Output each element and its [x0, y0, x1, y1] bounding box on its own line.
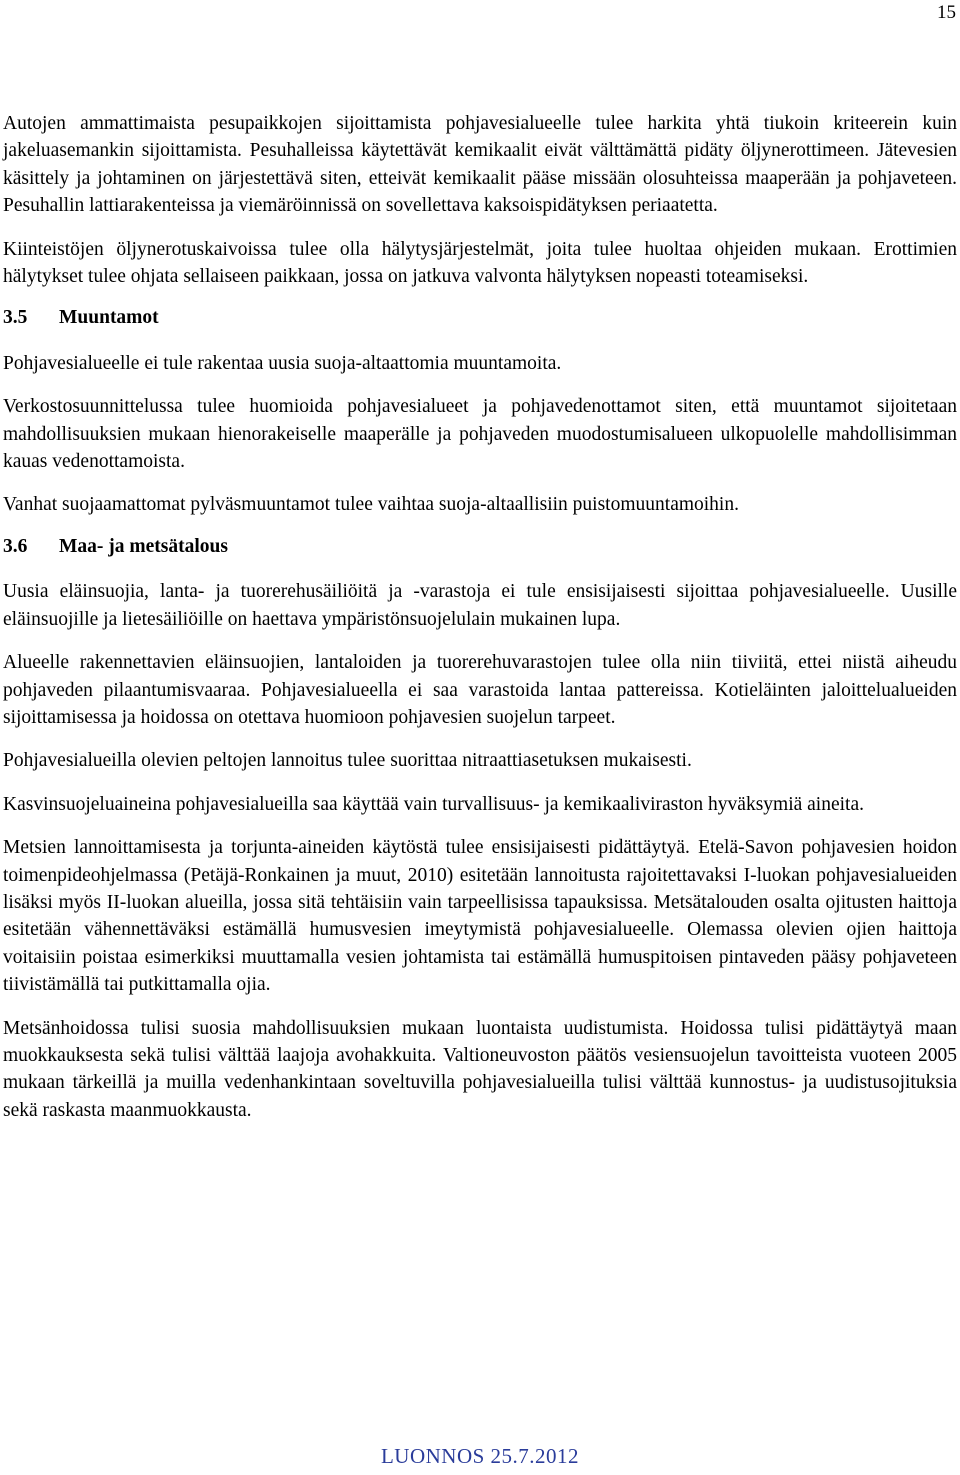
paragraph: Kasvinsuojeluaineina pohjavesialueilla saa käyttää vain turvallisuus- ja kemikaaliviraston hyväksymiä aineita. [3, 793, 864, 815]
section-title: Muuntamot [59, 307, 159, 329]
document-body [3, 110, 957, 1124]
paragraph: Pohjavesialueilla olevien peltojen lannoitus tulee suorittaa nitraattiasetuksen mukaisesti. [3, 750, 692, 772]
page-number: 15 [937, 2, 956, 23]
paragraph: Uusia eläinsuojia, lanta- ja tuorerehusäiliöitä ja -varastoja ei tule ensisijaisesti sijoittaa pohjavesialueelle. Uusille eläinsuojille ja lietesäiliöille on haettava ympäristönsuojelulain mukainen lupa. [3, 581, 957, 630]
paragraph: Pohjavesialueelle ei tule rakentaa uusia suoja-altaattomia muuntamoita. [3, 352, 562, 374]
paragraph: Verkostosuunnittelussa tulee huomioida pohjavesialueet ja pohjavedenottamot siten, että muuntamot sijoitetaan mahdollisuuksien mukaan hienorakeiselle maaperälle ja pohjaveden muodostumisalueen ulkopuolelle mahdollisimman kauas vedenottamoista. [3, 396, 957, 473]
paragraph: Autojen ammattimaista pesupaikkojen sijoittamista pohjavesialueelle tulee harkita yhtä tiukoin kriteerein kuin jakeluasemankin sijoittamista. Pesuhalleissa käytettävät kemikaalit eivät välttämättä pidäty öljynerottimeen. Jätevesien käsittely ja johtaminen on järjestettävä siten, etteivät kemikaalit pääse missään olosuhteissa maaperään ja pohjaveteen. Pesuhallin lattiarakenteissa ja viemäröinnissä on sovellettava kaksoispidätyksen periaatetta. [3, 113, 957, 217]
section-heading-3-5 [3, 304, 957, 331]
paragraph: Metsänhoidossa tulisi suosia mahdollisuuksien mukaan luontaista uudistumista. Hoidossa tulisi pidättäytyä maan muokkauksesta sekä tulisi välttää laajoja avohakkuita. Valtioneuvoston päätös vesiensuojelun tavoitteista vuoteen 2005 mukaan tärkeillä ja muilla vedenhankintaan soveltuvilla pohjavesialueilla tulisi välttää kunnostus- ja uudistusojituksia sekä raskasta maanmuokkausta. [3, 1017, 957, 1121]
section-number: 3.6 [3, 535, 28, 557]
paragraph: Metsien lannoittamisesta ja torjunta-aineiden käytöstä tulee ensisijaisesti pidättäytyä. Etelä-Savon pohjavesien hoidon toimenpideohjelmassa (Petäjä-Ronkainen ja muut, 2010) esitetään lannoitusta rajoitettavaksi I-luokan pohjavesialueiden lisäksi myös II-luokan alueilla, jossa sitä tehtäisiin vain tarpeellisissa tapauksissa. Metsätalouden osalta ojitusten haittoja esitetään vähennettäväksi estämällä humusvesien imeytymistä pohjavesialueelle. Olemassa olevien ojien haittoja voitaisiin poistaa esimerkiksi muuttamalla vesien johtamista tai estämällä humuspitoisen pintaveden pääsy pohjaveteen tiivistämällä tai putkittamalla ojia. [3, 837, 957, 996]
section-heading-3-6 [3, 533, 957, 560]
section-number: 3.5 [3, 307, 28, 329]
paragraph: Kiinteistöjen öljynerotuskaivoissa tulee olla hälytysjärjestelmät, joita tulee huoltaa ohjeiden mukaan. Erottimien hälytykset tulee ohjata sellaiseen paikkaan, jossa on jatkuva valvonta hälytyksen nopeasti toteamiseksi. [3, 238, 957, 288]
section-title: Maa- ja metsätalous [59, 535, 228, 557]
draft-footer: LUONNOS 25.7.2012 [380, 1444, 580, 1468]
paragraph: Alueelle rakennettavien eläinsuojien, lantaloiden ja tuorerehuvarastojen tulee olla niin tiiviitä, ettei niistä aiheudu pohjaveden pilaantumisvaaraa. Pohjavesialueella ei saa varastoida lantaa pattereissa. Kotieläinten jaloittelualueiden sijoittamisessa ja hoidossa on otettava huomioon pohjavesien suojelun tarpeet. [3, 652, 957, 728]
paragraph: Vanhat suojaamattomat pylväsmuuntamot tulee vaihtaa suoja-altaallisiin puistomuuntamoihin. [3, 494, 739, 516]
